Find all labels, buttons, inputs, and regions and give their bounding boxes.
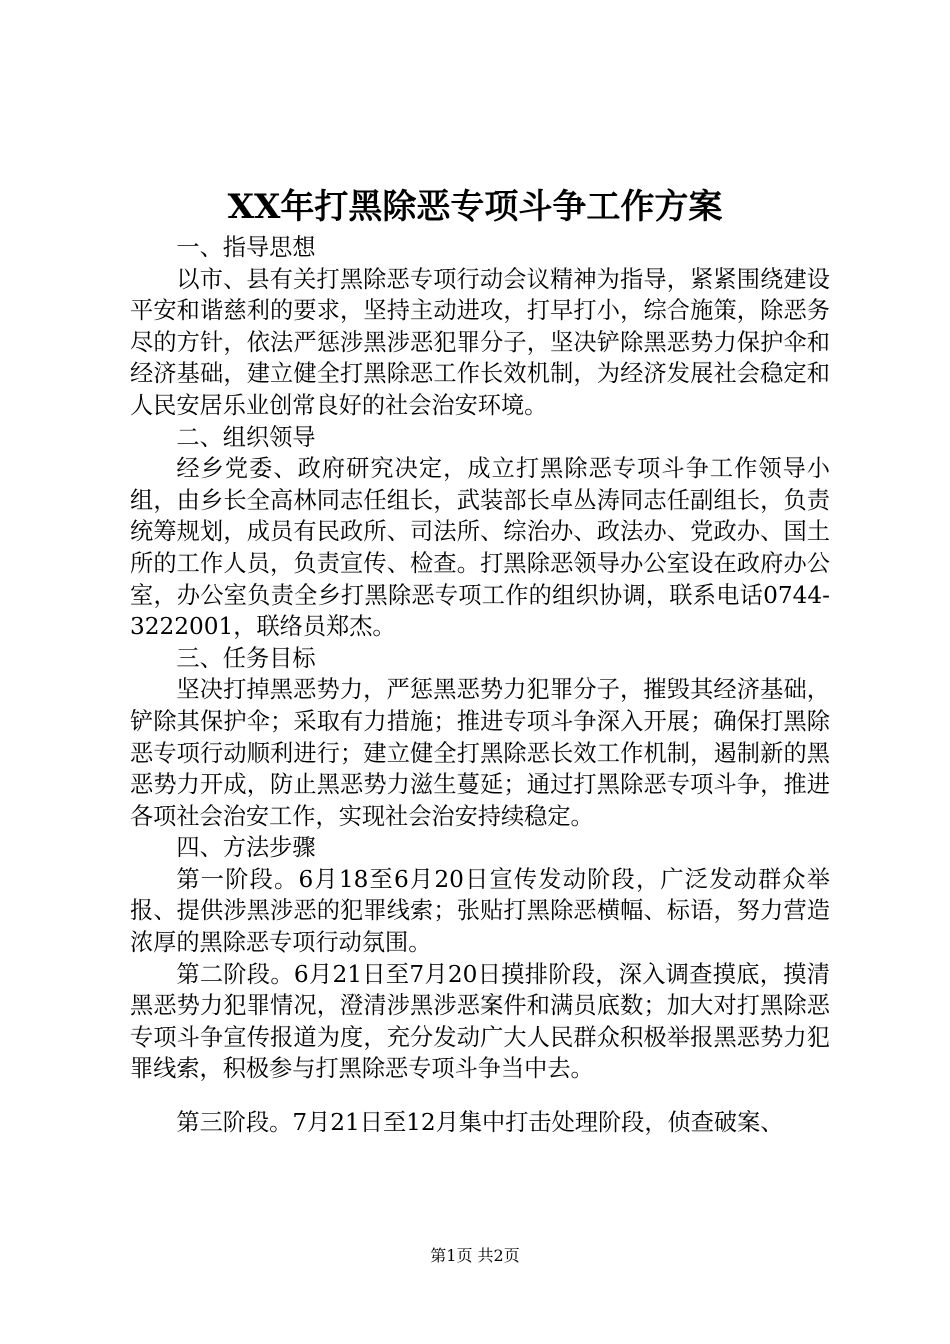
paragraph-phase-two: 第二阶段。6月21日至7月20日摸排阶段，深入调查摸底，摸清黑恶势力犯罪情况，澄清涉黑涉恶案件和满员底数；加大对打黑除恶专项斗争宣传报道为度，充分发动广大人民群众积极举报黑恶势力犯罪线索，积极参与打黑除恶专项斗争当中去。	[130, 960, 830, 1083]
section-heading-organization: 二、组织领导	[176, 423, 316, 451]
section-heading-methods: 四、方法步骤	[176, 834, 316, 862]
paragraph-phase-three: 第三阶段。7月21日至12月集中打击处理阶段，侦查破案、	[176, 1109, 784, 1137]
page-number-footer: 第1页 共2页	[430, 1246, 520, 1265]
paragraph-objectives: 坚决打掉黑恶势力，严惩黑恶势力犯罪分子，摧毁其经济基础，铲除其保护伞；采取有力措施；推进专项斗争深入开展；确保打黑除恶专项行动顺利进行；建立健全打黑除恶长效工作机制，遏制新的黑恶势力开成，防止黑恶势力滋生蔓延；通过打黑除恶专项斗争，推进各项社会治安工作，实现社会治安持续稳定。	[130, 676, 830, 830]
document-body	[130, 232, 830, 1139]
paragraph-guiding-thought: 以市、县有关打黑除恶专项行动会议精神为指导，紧紧围绕建设平安和谐慈利的要求，坚持主动进攻，打早打小，综合施策，除恶务尽的方针，依法严惩涉黑涉恶犯罪分子，坚决铲除黑恶势力保护伞和经济基础，建立健全打黑除恶工作长效机制，为经济发展社会稳定和人民安居乐业创常良好的社会治安环境。	[130, 265, 830, 419]
paragraph-organization: 经乡党委、政府研究决定，成立打黑除恶专项斗争工作领导小组，由乡长全高林同志任组长，武装部长卓丛涛同志任副组长，负责统筹规划，成员有民政所、司法所、综治办、政法办、党政办、国土所的工作人员，负责宣传、检查。打黑除恶领导办公室设在政府办公室，办公室负责全乡打黑除恶专项工作的组织协调，联系电话0744-3222001，联络员郑杰。	[130, 455, 830, 641]
section-heading-objectives: 三、任务目标	[176, 644, 316, 672]
section-heading-guiding-thought: 一、指导思想	[176, 234, 316, 261]
paragraph-phase-one: 第一阶段。6月18至6月20日宣传发动阶段，广泛发动群众举报、提供涉黑涉恶的犯罪线索；张贴打黑除恶横幅、标语，努力营造浓厚的黑除恶专项行动氛围。	[130, 865, 830, 957]
document-title: XX年打黑除恶专项斗争工作方案	[227, 187, 723, 227]
